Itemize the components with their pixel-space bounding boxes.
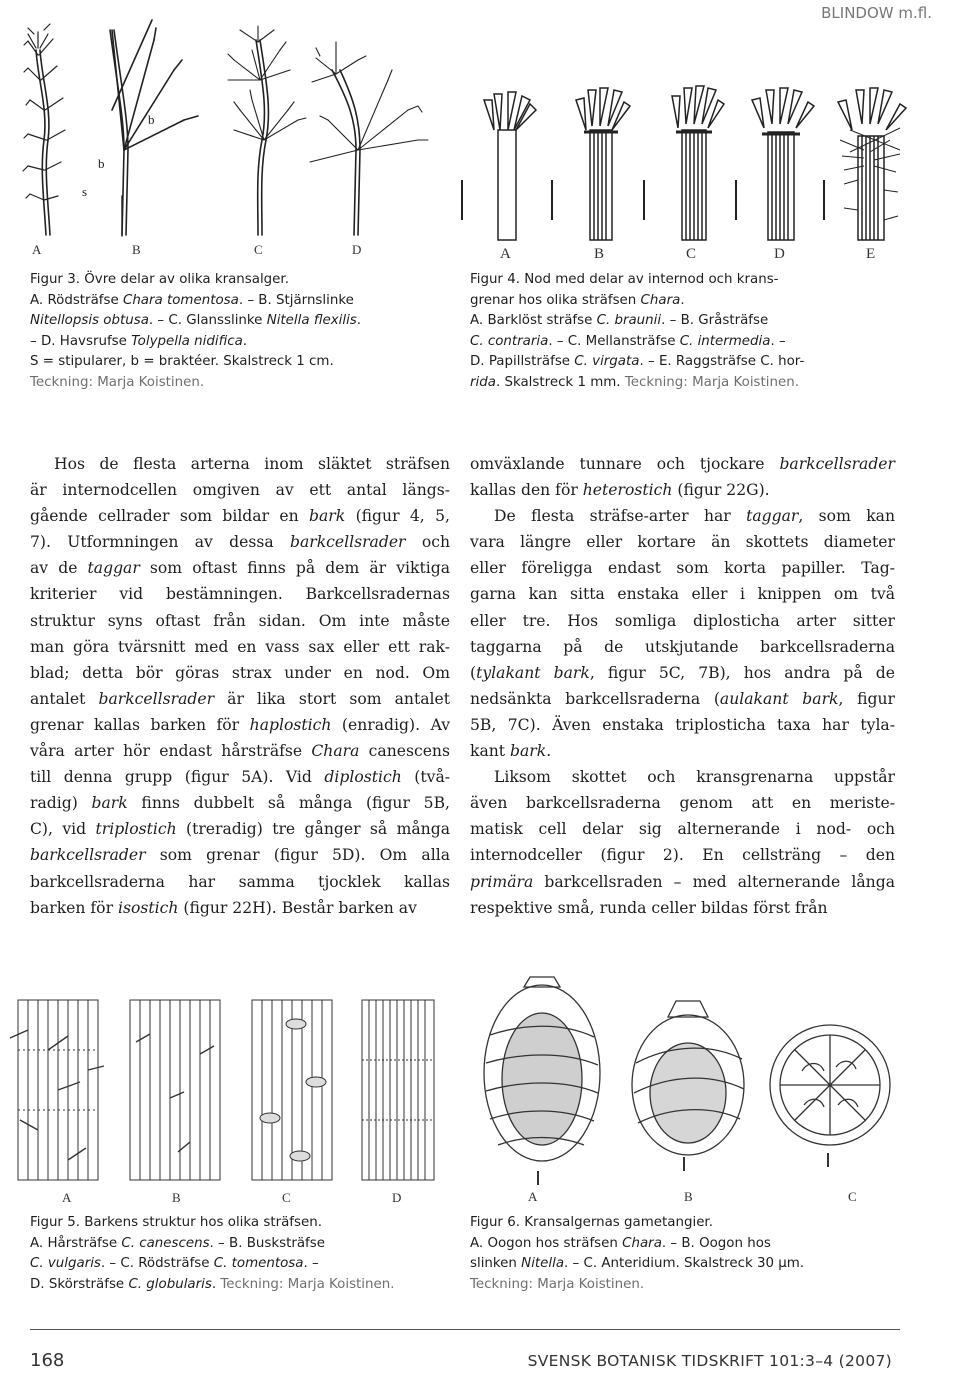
body-text-line: grenar kallas barken för haplostich (enradig). Av: [30, 715, 451, 734]
figure-4-caption-line: C. contraria. – C. Mellansträfse C. intermedia. –: [470, 333, 786, 349]
figure-3-label-d: D: [352, 242, 363, 257]
body-text-line: våra arter hör endast hårsträfse Chara canescens: [30, 742, 450, 761]
body-text-line: respektive små, runda celler bildas först från: [470, 898, 828, 917]
figure-6-label-a: A: [528, 1189, 538, 1204]
figure-5-label-b: B: [172, 1190, 181, 1205]
body-text-line: taggarna på de utskjutande barkcellsraderna: [470, 637, 895, 656]
figure-5-caption-line-last: [30, 1275, 460, 1296]
figure-4-label-b: B: [594, 246, 605, 262]
figure-3-label-a: A: [32, 242, 43, 257]
annotation-s: s: [82, 184, 88, 199]
journal-name: SVENSK BOTANISK TIDSKRIFT 101:3–4 (2007): [527, 1352, 892, 1370]
body-text-line: till denna grupp (figur 5A). Vid diplostich (två-: [30, 768, 451, 787]
figure-4-caption-end: rida. Skalstreck 1 mm.: [470, 374, 621, 390]
body-text-line: kallas den för heterostich (figur 22G).: [470, 481, 770, 500]
body-text-line: Liksom skottet och kransgrenarna uppstår: [494, 768, 895, 787]
figure-6-label-c: C: [848, 1189, 857, 1204]
body-text-line: antalet barkcellsrader är lika stort som antalet: [30, 689, 450, 708]
body-text-line: även barkcellsraderna genom att en meriste-: [470, 794, 895, 813]
figure-5-caption-line: Figur 5. Barkens struktur hos olika sträfsen.: [30, 1215, 322, 1230]
figure-4-caption-line: D. Papillsträfse C. virgata. – E. Raggsträfse C. hor-: [470, 354, 805, 370]
figure-5-label-c: C: [282, 1190, 291, 1205]
body-text-line: är internodcellen omgiven av ett antal längs-: [30, 481, 450, 500]
footer-divider: [30, 1329, 900, 1330]
figure-3-label-b: B: [132, 242, 142, 257]
figure-3-caption: [30, 270, 450, 394]
figure-4-drawing: [460, 80, 930, 265]
body-text-line: (tylakant bark, figur 5C, 7B), hos andra på de: [470, 663, 895, 682]
figure-6-caption-line: A. Oogon hos sträfsen Chara. – B. Oogon hos: [470, 1235, 771, 1251]
body-text-line: eller tre. Hos somliga diplosticha arter sitter: [470, 611, 895, 630]
body-text-line: gående cellrader som bildar en bark (figur 4, 5,: [30, 507, 450, 526]
body-text-line: omväxlande tunnare och tjockare barkcellsrader: [470, 455, 895, 473]
body-text-line: matisk cell delar sig alternerande i nod- och: [470, 820, 895, 839]
figure-4-label-c: C: [686, 246, 697, 262]
body-text-left-column: [30, 451, 450, 921]
figure-5-caption-line: C. vulgaris. – C. Rödsträfse C. tomentosa. –: [30, 1256, 319, 1272]
body-text-line: man göra tvärsnitt med en vass sax eller ett rak-: [30, 637, 450, 656]
body-text-line: garna kan sitta enstaka eller i knippen om två: [470, 585, 895, 604]
figure-5-drawing: [0, 990, 450, 1205]
body-text-line: barkcellsraderna har samma tjocklek kallas: [30, 872, 450, 891]
figure-4-caption-line: grenar hos olika sträfsen Chara.: [470, 292, 685, 308]
annotation-b-upper: b: [148, 112, 155, 127]
figure-6-caption-line: slinken Nitella. – C. Anteridium. Skalstreck 30 µm.: [470, 1256, 805, 1272]
figure-4-caption-line-last: [470, 373, 910, 394]
running-head: BLINDOW m.fl.: [821, 4, 932, 22]
figure-6-caption: [470, 1213, 910, 1295]
figure-6-label-b: B: [684, 1189, 693, 1204]
body-text-line: barken för isostich (figur 22H). Består barken av: [30, 898, 417, 917]
body-text-line: 5B, 7C). Även enstaka triplosticha taxa har tyla-: [470, 715, 895, 734]
body-text-line: eller föreligga endast som korta papiller. Tag-: [470, 559, 895, 578]
figure-4-label-a: A: [500, 246, 511, 262]
figure-3-caption-line: A. Rödsträfse Chara tomentosa. – B. Stjärnslinke: [30, 292, 354, 308]
figure-5-credit: Teckning: Marja Koistinen.: [220, 1276, 395, 1292]
body-text-line: kriterier vid bestämningen. Barkcellsradernas: [30, 585, 450, 604]
figure-4-caption-line: A. Barklöst sträfse C. braunii. – B. Gråsträfse: [470, 313, 769, 329]
figure-5-caption-end: D. Skörsträfse C. globularis.: [30, 1276, 217, 1292]
figure-4-label-e: E: [866, 246, 876, 262]
body-text-line: nedsänkta barkcellsraderna (aulakant bark, figur: [470, 689, 895, 708]
figure-6-drawing: [470, 975, 910, 1205]
body-text-line: blad; detta bör göras strax under en nod. Om: [30, 663, 450, 682]
body-text-line: av de taggar som oftast finns på dem är viktiga: [30, 559, 450, 578]
body-text-line: Hos de flesta arterna inom släktet sträfsen: [54, 455, 450, 473]
figure-6-credit: Teckning: Marja Koistinen.: [470, 1276, 645, 1292]
figure-3-label-c: C: [254, 242, 264, 257]
figure-4-caption: [470, 270, 910, 394]
figure-3-caption-line: – D. Havsrufse Tolypella nidifica.: [30, 333, 248, 349]
figure-6-caption-line: Figur 6. Kransalgernas gametangier.: [470, 1215, 713, 1230]
figure-5-label-d: D: [392, 1190, 402, 1205]
body-text-right-column: [470, 451, 895, 921]
figure-4-credit: Teckning: Marja Koistinen.: [624, 374, 799, 390]
body-text-line: 7). Utformningen av dessa barkcellsrader och: [30, 533, 450, 552]
body-text-line: kant bark.: [470, 742, 552, 761]
figure-3-caption-line: S = stipularer, b = braktéer. Skalstreck 1 cm.: [30, 354, 334, 370]
figure-4-caption-line: Figur 4. Nod med delar av internod och krans-: [470, 272, 779, 287]
body-text-line: radig) bark finns dubbelt så många (figur 5B,: [30, 794, 450, 813]
figure-4-label-d: D: [774, 246, 785, 262]
figure-5-caption-line: A. Hårsträfse C. canescens. – B. Busksträfse: [30, 1235, 325, 1251]
body-text-line: primära barkcellsraden – med alternerande långa: [470, 872, 895, 891]
figure-3-credit: Teckning: Marja Koistinen.: [30, 374, 205, 390]
annotation-b-lower: b: [98, 156, 105, 171]
figure-5-caption: [30, 1213, 460, 1295]
body-text-line: internodceller (figur 2). En cellsträng – den: [470, 846, 895, 865]
figure-3-caption-line: Figur 3. Övre delar av olika kransalger.: [30, 272, 289, 287]
figure-5-label-a: A: [62, 1190, 72, 1205]
body-text-line: C), vid triplostich (treradig) tre gånger så många: [30, 820, 450, 839]
figure-3-drawing: [0, 0, 470, 265]
page-number: 168: [30, 1350, 65, 1371]
body-text-line: struktur syns oftast från sidan. Om inte måste: [30, 611, 450, 630]
body-text-line: De flesta sträfse-arter har taggar, som kan: [494, 507, 895, 526]
body-text-line: vara längre eller kortare än skottets diameter: [470, 533, 895, 552]
figure-3-caption-line: Nitellopsis obtusa. – C. Glansslinke Nitella flexilis.: [30, 313, 362, 329]
body-text-line: barkcellsrader som grenar (figur 5D). Om alla: [30, 846, 450, 865]
